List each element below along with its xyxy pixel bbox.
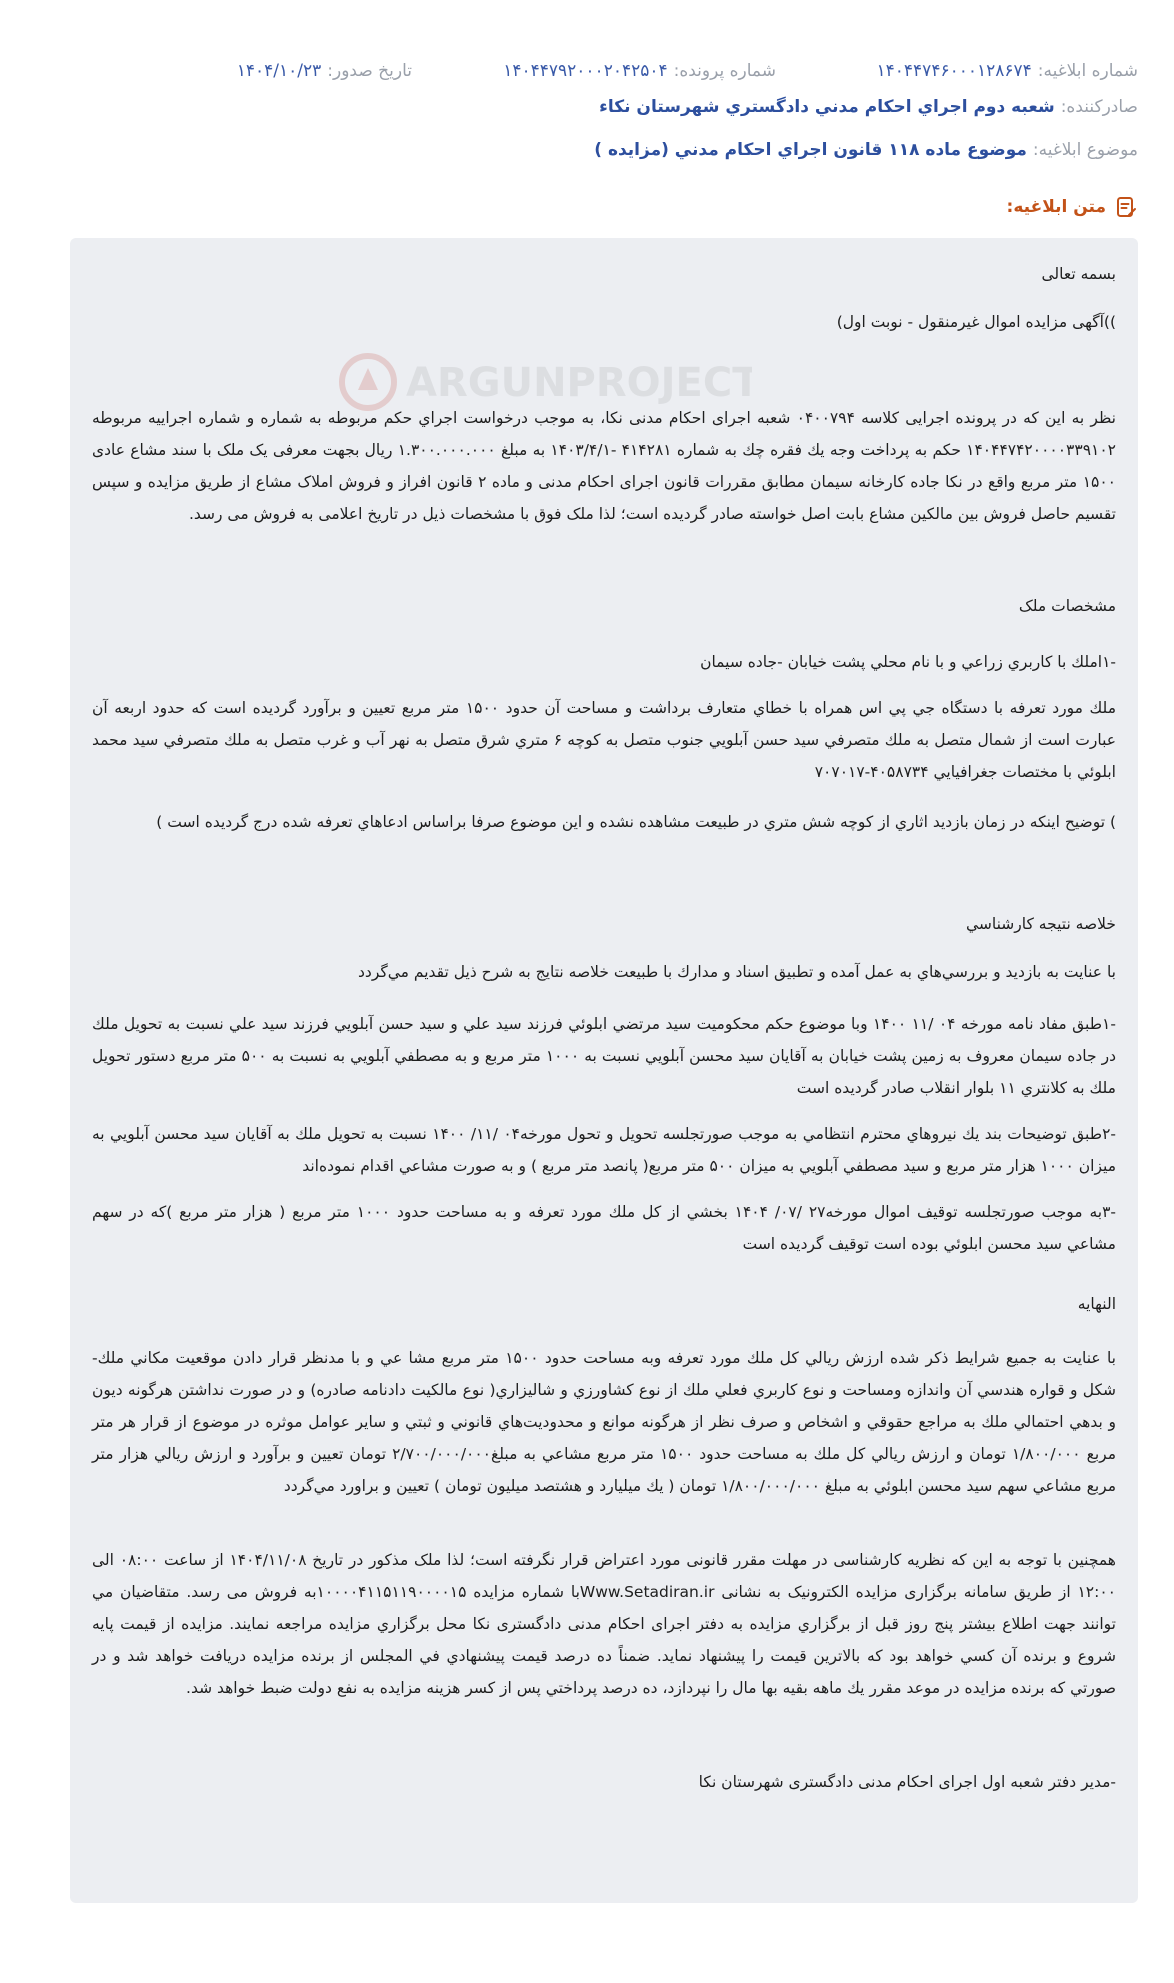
watermark-text: ARGUNPROJECT bbox=[406, 360, 752, 406]
paragraph-boundaries: ملك مورد تعرفه با دستگاه جي پي اس همراه با خطاي متعارف برداشت و مساحت آن حدود ۱۵۰۰ متر مربع تعيين و برآورد گرديده است كه حدود اربعه آن عبارت است از شمال متصل به ملك متصرفي سيد حسن آبلويي جنوب متصل به كوچه ۶ متري شرق متصل به نهر آب و غرب متصل به ملك متصرفي سيد محمد ابلوئي با مختصات جغرافيايي ۴۰۵۸۷۳۴-۷۰۷۰۱۷ bbox=[92, 699, 1116, 781]
section-title: متن ابلاغیه: bbox=[1006, 197, 1106, 217]
section-heading bbox=[1007, 195, 1138, 219]
paragraph-note: ) توضيح اينكه در زمان بازديد اثاري از كوچه شش متري در طبيعت مشاهده نشده و اين موضوع صرفا براساس ادعاهاي تعرفه شده درج گرديده است ) bbox=[156, 813, 1116, 831]
document-icon bbox=[1114, 195, 1138, 219]
heading-expert-summary: خلاصه نتيجه كارشناسي bbox=[965, 915, 1116, 933]
paragraph-auction-terms: همچنين با توجه به اين كه نظريه كارشناسی در مهلت مقرر قانونی مورد اعتراض قرار نگرفته است؛ لذا ملک مذكور در تاريخ ۱۴۰۴/۱۱/۰۸ از ساعت ۰۸:۰۰ الی ۱۲:۰۰ از طريق سامانه برگزاری مزايده الكترونيک به نشانی Www.Setadiran.irبا شماره مزايده ۱۰۰۰۰۴۱۱۵۱۱۹۰۰۰۰۱۵به فروش می رسد. متقاضيان مي توانند جهت اطلاع بيشتر پنج روز قبل از برگزاري مزايده به دفتر اجرای احكام مدنی دادگستری نكا محل برگزاري مزايده مراجعه نمايند. مزايده از قيمت پايه شروع و برنده آن كسي خواهد بود كه بالاترين قيمت را پيشنهاد نمايد. ضمناً ده درصد قيمت پيشنهادي في المجلس از برنده مزايده دريافت خواهد شد و در صورتي كه برنده مزايده در موعد مقرر يك ماهه بقيه بها مال را نپردازد، ده درصد پرداختي پس از كسر هزينه مزايده به نفع دولت ضبط خواهد شد. bbox=[92, 1551, 1117, 1697]
paragraph-title: ))آگهی مزایده اموال غیرمنقول - نوبت اول) bbox=[836, 313, 1116, 331]
issue-date-value: ۱۴۰۴/۱۰/۲۳ bbox=[236, 61, 322, 81]
paragraph-expert-intro: با عنايت به بازديد و بررسي‌هاي به عمل آمده و تطبيق اسناد و مدارك با طبيعت خلاصه نتايج به شرح ذيل تقديم مي‌گردد bbox=[358, 963, 1116, 981]
paragraph-salutation: بسمه تعالی bbox=[1041, 265, 1116, 283]
issuer-value: شعبه دوم اجراي احكام مدني دادگستري شهرستان نكاء bbox=[599, 97, 1055, 117]
paragraph-signature: -مدير دفتر شعبه اول اجرای احكام مدنی دادگستری شهرستان نكا bbox=[698, 1773, 1116, 1791]
issue-date bbox=[237, 61, 412, 81]
case-number bbox=[503, 61, 776, 81]
issuer bbox=[36, 97, 1138, 117]
subject-value: موضوع ماده ۱۱۸ قانون اجراي احكام مدني (مزايده ) bbox=[594, 140, 1027, 160]
issuer-label: صادرکننده: bbox=[1060, 97, 1138, 117]
notice-content-box bbox=[70, 238, 1138, 1903]
meta-row bbox=[36, 56, 1138, 86]
paragraph-intro: نظر به این که در پرونده اجرایی كلاسه ۰۴۰۰۷۹۴ شعبه اجرای احكام مدنی نكا، به موجب درخواست اجراي حكم مربوطه به شماره و شماره اجراییه مربوطه ۱۴۰۴۴۷۴۲۰۰۰۰۳۳۹۱۰۲ حكم به پرداخت وجه يك فقره چك به شماره ۴۱۴۲۸۱ -۱۴۰۳/۴/۱ به مبلغ ۱.۳۰۰.۰۰۰.۰۰۰ ريال بجهت معرفی يک ملک با سند مشاع عادی ۱۵۰۰ متر مربع واقع در نكا جاده كارخانه سيمان مطابق مقررات قانون اجرای احكام مدنی و ماده ۲ قانون افراز و فروش املاک مشاع از طريق مزايده و سپس تقسيم حاصل فروش بين مالكين مشاع بابت اصل خواسته صادر گرديده است؛ لذا ملک فوق با مشخصات ذيل در تاريخ اعلامی به فروش می رسد. bbox=[92, 409, 1117, 523]
notice-number-label: شماره ابلاغیه: bbox=[1037, 61, 1138, 81]
subject-label: موضوع ابلاغیه: bbox=[1032, 140, 1138, 160]
paragraph-item-3: -۳به موجب صورتجلسه توقيف اموال مورخه۲۷ /۰۷/ ۱۴۰۴ بخشي از كل ملك مورد تعرفه و به مساحت حدود ۱۰۰۰ متر مربع ( هزار متر مربع )كه در سهم مشاعي سيد محسن ابلوئي بوده است توقيف گرديده است bbox=[92, 1203, 1116, 1253]
paragraph-valuation: با عنايت به جميع شرايط ذكر شده ارزش ريالي كل ملك مورد تعرفه وبه مساحت حدود ۱۵۰۰ متر مربع مشا عي و با مدنظر قرار دادن موقعيت مكاني ملك- شكل و قواره هندسي آن واندازه ومساحت و نوع كاربري فعلي ملك از نوع كشاورزي و شاليزاري( نوع مالكيت دادنامه صادره) و در صورت نداشتن هرگونه ديون و بدهي احتمالي ملك به مراجع حقوقي و اشخاص و صرف نظر از هرگونه موانع و محدوديت‌هاي قانوني و ثبتي و ساير عوامل موثره در موضوع از قرار هر متر مربع ۱/۸۰۰/۰۰۰ تومان و ارزش ريالي كل ملك به مساحت حدود ۱۵۰۰ متر مربع مشاعي به مبلغ۲/۷۰۰/۰۰۰/۰۰۰ تومان تعيين و برآورد و ارزش ريالي هزار متر مربع مشاعي سهم سيد محسن ابلوئي به مبلغ ۱/۸۰۰/۰۰۰/۰۰۰ تومان ( يك ميليارد و هشتصد ميليون تومان ) تعيين و براورد مي‌گردد bbox=[92, 1349, 1116, 1495]
paragraph-property-1: -۱املك با كاربري زراعي و با نام محلي پشت خيابان -جاده سيمان bbox=[700, 653, 1116, 671]
paragraph-item-2: -۲طبق توضيحات بند يك نيروهاي محترم انتظامي به موجب صورتجلسه تحويل و تحول مورخه۰۴ /۱۱/ ۱۴۰۰ نسبت به تحويل ملك به آقايان سيد محسن آبلويي به ميزان ۱۰۰۰ هزار متر مربع و سيد مصطفي آبلويي به ميزان ۵۰۰ متر مربع( پانصد متر مربع ) و به صورت مشاعي اقدام نموده‌اند bbox=[92, 1125, 1116, 1175]
issue-date-label: تاریخ صدور: bbox=[327, 61, 412, 81]
notice-number-value: ۱۴۰۴۴۷۴۶۰۰۰۱۲۸۶۷۴ bbox=[876, 61, 1032, 81]
heading-property-specs: مشخصات ملک bbox=[1018, 597, 1116, 615]
paragraph-item-1: -۱طبق مفاد نامه مورخه ۰۴ /۱۱ ۱۴۰۰ وبا موضوع حكم محكوميت سيد مرتضي ابلوئي فرزند سيد علي و سيد حسن آبلويي فرزند سيد علي نسبت به تحويل ملك در جاده سيمان معروف به زمين پشت خيابان به آقايان سيد محسن آبلويي نسبت به ۱۰۰۰ متر مربع و به مصطفي آبلويي به نسبت به ۵۰۰ متر مربع دستور تحويل ملك به كلانتري ۱۱ بلوار انقلاب صادر گرديده است bbox=[92, 1015, 1116, 1097]
case-number-label: شماره پرونده: bbox=[673, 61, 776, 81]
subject bbox=[36, 140, 1138, 160]
case-number-value: ۱۴۰۴۴۷۹۲۰۰۰۲۰۴۲۵۰۴ bbox=[503, 61, 668, 81]
notice-number bbox=[877, 61, 1138, 81]
heading-conclusion: النهايه bbox=[1077, 1295, 1116, 1313]
